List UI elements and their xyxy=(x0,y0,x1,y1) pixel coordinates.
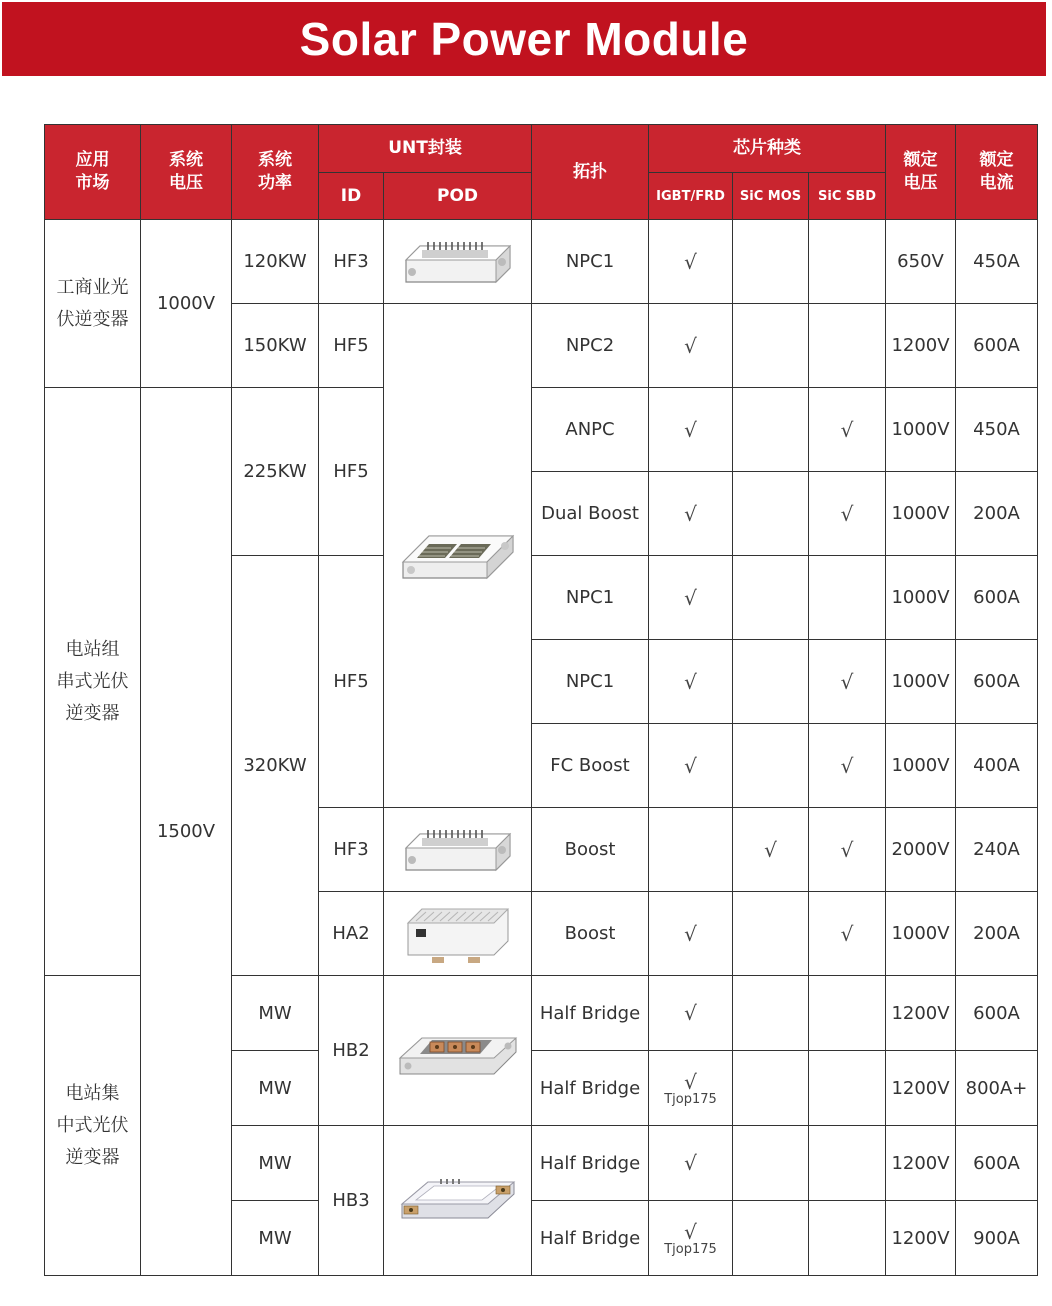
igbt-frd-cell xyxy=(649,388,733,472)
igbt-frd-cell xyxy=(649,1126,733,1201)
package-id-cell: HF5 xyxy=(319,304,384,388)
check-icon: √ xyxy=(764,837,777,862)
package-id-cell: HF3 xyxy=(319,220,384,304)
system-power-cell: MW xyxy=(232,1051,319,1126)
check-icon: √ xyxy=(840,921,854,946)
package-id-cell: HF5 xyxy=(319,388,384,556)
tjop-label: Tjop175 xyxy=(664,1091,717,1107)
rated-voltage-cell: 1200V xyxy=(886,976,956,1051)
pod-cell xyxy=(384,1126,532,1276)
header-system-voltage: 系统 电压 xyxy=(141,125,232,220)
package-id-cell: HA2 xyxy=(319,892,384,976)
igbt-frd-cell xyxy=(649,976,733,1051)
check-icon: √ xyxy=(684,753,697,778)
topology-cell: NPC1 xyxy=(532,640,649,724)
sic-sbd-cell xyxy=(809,388,886,472)
table-row xyxy=(45,388,1038,472)
pod-cell xyxy=(384,220,532,304)
package-id-cell: HF5 xyxy=(319,556,384,808)
page-title: Solar Power Module xyxy=(299,13,749,65)
header-system-power: 系统 功率 xyxy=(232,125,319,220)
rated-current-cell: 600A xyxy=(956,556,1038,640)
header-rated-voltage: 额定 电压 xyxy=(886,125,956,220)
title-banner xyxy=(2,2,1046,76)
igbt-frd-cell xyxy=(649,1051,733,1126)
check-icon: √ xyxy=(684,249,697,274)
topology-cell: Dual Boost xyxy=(532,472,649,556)
header-sic-sbd: SiC SBD xyxy=(809,173,886,220)
rated-voltage-cell: 650V xyxy=(886,220,956,304)
rated-current-cell: 200A xyxy=(956,472,1038,556)
system-power-cell: 225KW xyxy=(232,388,319,556)
sic-mos-cell xyxy=(733,556,809,640)
header-igbt-frd: IGBT/FRD xyxy=(649,173,733,220)
sic-sbd-cell xyxy=(809,1051,886,1126)
rated-voltage-cell: 1000V xyxy=(886,892,956,976)
rated-voltage-cell: 1000V xyxy=(886,388,956,472)
check-icon: √ xyxy=(684,1151,697,1175)
hb3-module-icon xyxy=(396,1168,520,1234)
rated-voltage-cell: 1000V xyxy=(886,640,956,724)
ha2-module-icon xyxy=(402,901,514,967)
igbt-frd-cell xyxy=(649,640,733,724)
system-power-cell: 120KW xyxy=(232,220,319,304)
sic-sbd-cell xyxy=(809,892,886,976)
hf3-module-icon xyxy=(398,232,518,292)
rated-current-cell: 800A+ xyxy=(956,1051,1038,1126)
hf3-module-icon xyxy=(398,820,518,880)
sic-mos-cell xyxy=(733,976,809,1051)
sic-mos-cell xyxy=(733,1126,809,1201)
sic-sbd-cell xyxy=(809,220,886,304)
check-icon: √ xyxy=(684,669,697,694)
check-icon: √ xyxy=(840,501,854,526)
header-sic-mos: SiC MOS xyxy=(733,173,809,220)
hb2-module-icon xyxy=(396,1018,520,1084)
check-icon: √ xyxy=(684,1069,697,1094)
sic-mos-cell xyxy=(733,808,809,892)
topology-cell: Half Bridge xyxy=(532,1051,649,1126)
rated-current-cell: 450A xyxy=(956,220,1038,304)
system-power-cell: 150KW xyxy=(232,304,319,388)
header-row-1 xyxy=(45,125,1038,173)
topology-cell: Half Bridge xyxy=(532,976,649,1051)
check-icon: √ xyxy=(840,753,854,778)
pod-cell xyxy=(384,808,532,892)
topology-cell: Boost xyxy=(532,808,649,892)
solar-module-table xyxy=(44,124,1038,1276)
sic-mos-cell xyxy=(733,892,809,976)
rated-current-cell: 900A xyxy=(956,1201,1038,1276)
system-power-cell: 320KW xyxy=(232,556,319,976)
igbt-frd-cell xyxy=(649,304,733,388)
sic-sbd-cell xyxy=(809,556,886,640)
sic-sbd-cell xyxy=(809,724,886,808)
sic-mos-cell xyxy=(733,1051,809,1126)
rated-voltage-cell: 1000V xyxy=(886,556,956,640)
tjop-label: Tjop175 xyxy=(664,1241,717,1257)
market-cell: 电站组 串式光伏 逆变器 xyxy=(45,388,141,976)
sic-sbd-cell xyxy=(809,640,886,724)
rated-current-cell: 200A xyxy=(956,892,1038,976)
rated-current-cell: 240A xyxy=(956,808,1038,892)
hf5-module-icon xyxy=(399,524,517,588)
rated-current-cell: 600A xyxy=(956,1126,1038,1201)
igbt-frd-cell xyxy=(649,892,733,976)
igbt-frd-cell xyxy=(649,220,733,304)
pod-cell xyxy=(384,892,532,976)
igbt-frd-cell xyxy=(649,724,733,808)
sic-sbd-cell xyxy=(809,808,886,892)
market-cell: 电站集 中式光伏 逆变器 xyxy=(45,976,141,1276)
table-row xyxy=(45,220,1038,304)
system-voltage-cell: 1000V xyxy=(141,220,232,388)
rated-voltage-cell: 1200V xyxy=(886,1201,956,1276)
system-power-cell: MW xyxy=(232,1126,319,1201)
topology-cell: NPC2 xyxy=(532,304,649,388)
rated-current-cell: 600A xyxy=(956,304,1038,388)
header-id: ID xyxy=(319,173,384,220)
rated-current-cell: 600A xyxy=(956,640,1038,724)
rated-voltage-cell: 2000V xyxy=(886,808,956,892)
pod-cell xyxy=(384,976,532,1126)
sic-mos-cell xyxy=(733,304,809,388)
rated-current-cell: 450A xyxy=(956,388,1038,472)
rated-voltage-cell: 1200V xyxy=(886,1126,956,1201)
check-icon: √ xyxy=(684,585,697,610)
topology-cell: NPC1 xyxy=(532,556,649,640)
check-icon: √ xyxy=(684,417,697,442)
sic-mos-cell xyxy=(733,1201,809,1276)
header-pod: POD xyxy=(384,173,532,220)
topology-cell: NPC1 xyxy=(532,220,649,304)
sic-mos-cell xyxy=(733,388,809,472)
header-chip-type: 芯片种类 xyxy=(649,125,886,173)
topology-cell: FC Boost xyxy=(532,724,649,808)
igbt-frd-cell xyxy=(649,808,733,892)
market-cell: 工商业光 伏逆变器 xyxy=(45,220,141,388)
package-id-cell: HF3 xyxy=(319,808,384,892)
check-icon: √ xyxy=(684,1001,697,1025)
topology-cell: Boost xyxy=(532,892,649,976)
sic-mos-cell xyxy=(733,220,809,304)
system-power-cell: MW xyxy=(232,976,319,1051)
rated-voltage-cell: 1000V xyxy=(886,472,956,556)
check-icon: √ xyxy=(840,669,854,694)
check-icon: √ xyxy=(684,921,697,946)
package-id-cell: HB2 xyxy=(319,976,384,1126)
rated-current-cell: 600A xyxy=(956,976,1038,1051)
rated-voltage-cell: 1000V xyxy=(886,724,956,808)
topology-cell: Half Bridge xyxy=(532,1126,649,1201)
package-id-cell: HB3 xyxy=(319,1126,384,1276)
check-icon: √ xyxy=(840,417,854,442)
system-voltage-cell: 1500V xyxy=(141,388,232,1276)
header-market: 应用 市场 xyxy=(45,125,141,220)
sic-mos-cell xyxy=(733,640,809,724)
topology-cell: Half Bridge xyxy=(532,1201,649,1276)
system-power-cell: MW xyxy=(232,1201,319,1276)
check-icon: √ xyxy=(840,837,854,862)
rated-voltage-cell: 1200V xyxy=(886,304,956,388)
check-icon: √ xyxy=(684,1219,697,1244)
igbt-frd-cell xyxy=(649,556,733,640)
sic-sbd-cell xyxy=(809,472,886,556)
sic-sbd-cell xyxy=(809,976,886,1051)
header-topology: 拓扑 xyxy=(532,125,649,220)
sic-sbd-cell xyxy=(809,304,886,388)
igbt-frd-cell xyxy=(649,1201,733,1276)
header-unt-package: UNT封装 xyxy=(319,125,532,173)
header-rated-current: 额定 电流 xyxy=(956,125,1038,220)
sic-sbd-cell xyxy=(809,1201,886,1276)
topology-cell: ANPC xyxy=(532,388,649,472)
pod-cell xyxy=(384,304,532,808)
rated-voltage-cell: 1200V xyxy=(886,1051,956,1126)
sic-sbd-cell xyxy=(809,1126,886,1201)
sic-mos-cell xyxy=(733,472,809,556)
check-icon: √ xyxy=(684,501,697,526)
check-icon: √ xyxy=(684,333,697,358)
sic-mos-cell xyxy=(733,724,809,808)
igbt-frd-cell xyxy=(649,472,733,556)
rated-current-cell: 400A xyxy=(956,724,1038,808)
